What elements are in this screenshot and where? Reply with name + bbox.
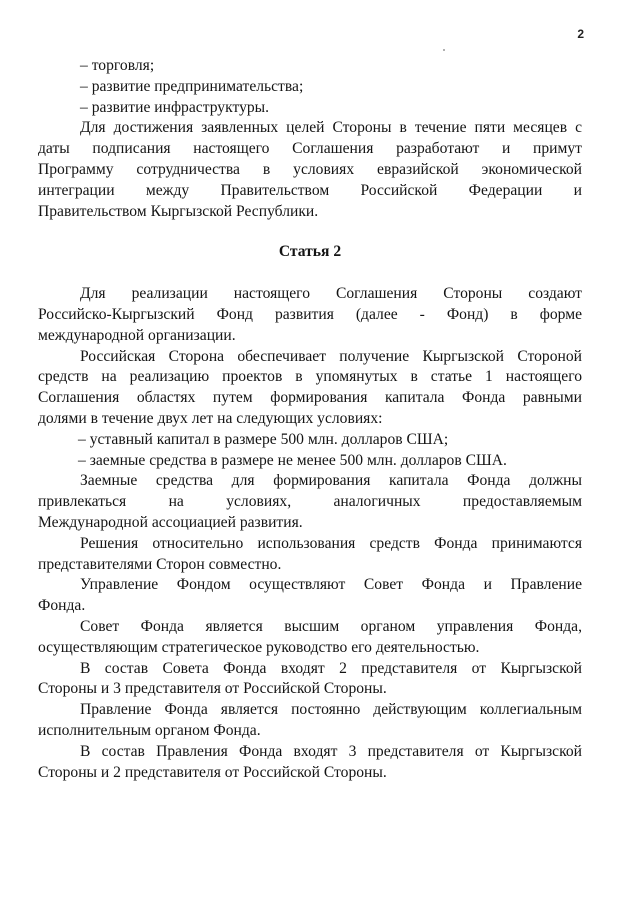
paragraph-borrowed-funds	[38, 471, 582, 533]
text-line: привлекаться на условиях, аналогичных предоставляемым	[38, 493, 582, 511]
text-line: средств на реализацию проектов в упомянутых в статье 1 настоящего	[38, 368, 582, 386]
text-line: В состав Правления Фонда входят 3 представителя от Кыргызской	[80, 742, 582, 760]
paragraph-board-composition	[38, 742, 582, 784]
text-line: долями в течение двух лет на следующих условиях:	[38, 409, 383, 427]
article-heading: Статья 2	[278, 243, 342, 261]
text-line: Для достижения заявленных целей Стороны в течение пяти месяцев с	[80, 119, 582, 137]
text-line: представителями Сторон совместно.	[38, 555, 282, 573]
text-line: Для реализации настоящего Соглашения Стороны создают	[80, 285, 582, 303]
text-line: интеграции между Правительством Российской Федерации и	[38, 181, 582, 199]
text-line: Правительством Кыргызской Республики.	[38, 202, 319, 220]
page-number: 2	[577, 27, 584, 41]
text-line: Решения относительно использования средств Фонда принимаются	[80, 534, 582, 552]
list-item-infrastructure: – развитие инфраструктуры.	[80, 98, 270, 116]
paragraph-program	[38, 118, 582, 222]
paragraph-decisions	[38, 534, 582, 576]
paragraph-council	[38, 617, 582, 659]
list-item-charter-capital: – уставный капитал в размере 500 млн. долларов США;	[78, 430, 449, 448]
text-line: Совет Фонда является высшим органом управления Фонда,	[80, 617, 582, 635]
paragraph-council-composition	[38, 659, 582, 701]
text-line: Правление Фонда является постоянно действующим коллегиальным	[80, 701, 582, 719]
scan-speck	[443, 49, 445, 51]
text-line: Стороны и 3 представителя от Российской Стороны.	[38, 680, 387, 698]
text-line: Российская Сторона обеспечивает получение Кыргызской Стороной	[80, 347, 582, 365]
list-item-entrepreneurship: – развитие предпринимательства;	[80, 77, 304, 95]
text-line: Российско-Кыргызский Фонд развития (далее - Фонд) в форме	[38, 305, 582, 323]
paragraph-fund-creation	[38, 284, 582, 346]
text-line: Фонда.	[38, 597, 86, 615]
text-line: В состав Совета Фонда входят 2 представителя от Кыргызской	[80, 659, 582, 677]
text-line: даты подписания настоящего Соглашения разработают и примут	[38, 140, 582, 158]
list-item-trade: – торговля;	[80, 57, 155, 74]
text-line: осуществляющим стратегическое руководство его деятельностью.	[38, 638, 480, 656]
text-line: Управление Фондом осуществляют Совет Фонда и Правление	[80, 576, 582, 594]
text-line: Международной ассоциацией развития.	[38, 513, 303, 531]
paragraph-financing	[38, 347, 582, 430]
text-line: международной организации.	[38, 326, 236, 344]
text-line: Программу сотрудничества в условиях евразийской экономической	[38, 160, 582, 178]
text-line: Заемные средства для формирования капитала Фонда должны	[80, 472, 582, 490]
document-body	[38, 56, 582, 783]
list-item-borrowed-funds: – заемные средства в размере не менее 500 млн. долларов США.	[78, 451, 507, 469]
paragraph-board	[38, 700, 582, 742]
paragraph-management	[38, 575, 582, 617]
text-line: Соглашения областях путем формирования капитала Фонда равными	[38, 389, 582, 407]
text-line: исполнительным органом Фонда.	[38, 721, 261, 739]
text-line: Стороны и 2 представителя от Российской Стороны.	[38, 763, 387, 781]
